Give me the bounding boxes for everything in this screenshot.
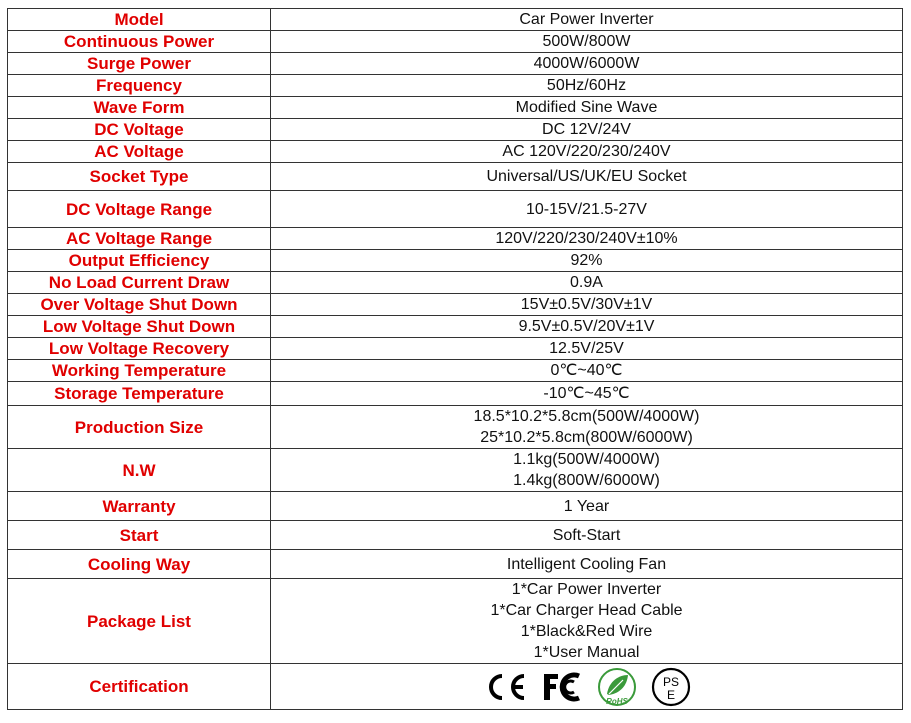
table-row xyxy=(8,228,903,250)
row-label: Low Voltage Shut Down xyxy=(8,316,271,338)
value-line: 10-15V/21.5-27V xyxy=(526,200,647,218)
row-label: Production Size xyxy=(8,406,271,449)
table-row xyxy=(8,272,903,294)
row-label: Model xyxy=(8,9,271,31)
row-label: Start xyxy=(8,521,271,550)
certification-logos xyxy=(271,664,903,710)
rohs-logo-icon xyxy=(597,667,637,707)
value-line: AC 120V/220/230/240V xyxy=(502,143,671,160)
table-row xyxy=(8,579,903,664)
row-label: N.W xyxy=(8,449,271,492)
table-row xyxy=(8,97,903,119)
value-line: 1*Car Power Inverter xyxy=(511,581,662,598)
value-line: DC 12V/24V xyxy=(542,121,631,138)
row-value xyxy=(271,449,903,492)
row-value xyxy=(271,119,903,141)
svg-text:PS: PS xyxy=(662,674,679,689)
row-label: Frequency xyxy=(8,75,271,97)
value-line: 1*User Manual xyxy=(533,644,640,661)
value-line: 4000W/6000W xyxy=(533,55,640,72)
value-line: 18.5*10.2*5.8cm(500W/4000W) xyxy=(473,408,700,425)
row-value xyxy=(271,272,903,294)
row-value xyxy=(271,250,903,272)
row-label: AC Voltage Range xyxy=(8,228,271,250)
table-row xyxy=(8,360,903,382)
row-label: Certification xyxy=(8,664,271,710)
row-value xyxy=(271,191,903,228)
value-line: 12.5V/25V xyxy=(549,340,624,357)
row-value xyxy=(271,75,903,97)
table-row xyxy=(8,550,903,579)
table-row xyxy=(8,294,903,316)
table-row xyxy=(8,141,903,163)
row-label: Over Voltage Shut Down xyxy=(8,294,271,316)
row-value xyxy=(271,338,903,360)
value-line: 0℃~40℃ xyxy=(550,362,623,379)
row-label: Continuous Power xyxy=(8,31,271,53)
row-value xyxy=(271,31,903,53)
row-label: Cooling Way xyxy=(8,550,271,579)
value-line: Car Power Inverter xyxy=(519,11,654,28)
value-line: 120V/220/230/240V±10% xyxy=(495,230,678,247)
value-line: 1 Year xyxy=(563,497,610,515)
value-line: 9.5V±0.5V/20V±1V xyxy=(518,318,655,335)
table-row xyxy=(8,316,903,338)
row-value xyxy=(271,53,903,75)
table-row xyxy=(8,664,903,710)
row-label: Wave Form xyxy=(8,97,271,119)
ce-mark-icon xyxy=(483,672,527,702)
row-label: No Load Current Draw xyxy=(8,272,271,294)
value-line: 50Hz/60Hz xyxy=(546,77,627,94)
row-label: Working Temperature xyxy=(8,360,271,382)
row-label: Low Voltage Recovery xyxy=(8,338,271,360)
table-row xyxy=(8,191,903,228)
value-line: 15V±0.5V/30V±1V xyxy=(520,296,653,313)
row-label: AC Voltage xyxy=(8,141,271,163)
row-value xyxy=(271,163,903,191)
row-value xyxy=(271,492,903,521)
table-row xyxy=(8,250,903,272)
row-value xyxy=(271,294,903,316)
value-line: Modified Sine Wave xyxy=(515,99,658,116)
row-value xyxy=(271,550,903,579)
row-value xyxy=(271,406,903,449)
table-row xyxy=(8,338,903,360)
table-row xyxy=(8,163,903,191)
row-label: Socket Type xyxy=(8,163,271,191)
table-row xyxy=(8,449,903,492)
row-label: Surge Power xyxy=(8,53,271,75)
row-label: Storage Temperature xyxy=(8,382,271,406)
row-value xyxy=(271,521,903,550)
svg-text:RoHS: RoHS xyxy=(605,696,628,706)
table-row xyxy=(8,53,903,75)
value-line: 500W/800W xyxy=(542,33,631,50)
row-value xyxy=(271,316,903,338)
table-row xyxy=(8,119,903,141)
value-line: 1*Car Charger Head Cable xyxy=(490,602,683,619)
value-line: 1.1kg(500W/4000W) xyxy=(513,451,660,468)
row-label: Output Efficiency xyxy=(8,250,271,272)
row-label: Warranty xyxy=(8,492,271,521)
value-line: 1.4kg(800W/6000W) xyxy=(513,472,660,489)
table-row xyxy=(8,406,903,449)
row-label: DC Voltage xyxy=(8,119,271,141)
row-value xyxy=(271,360,903,382)
value-line: 25*10.2*5.8cm(800W/6000W) xyxy=(480,429,693,446)
table-row xyxy=(8,31,903,53)
row-value xyxy=(271,382,903,406)
row-value xyxy=(271,141,903,163)
row-value xyxy=(271,228,903,250)
row-label: DC Voltage Range xyxy=(8,191,271,228)
pse-logo-icon xyxy=(651,667,691,707)
svg-text:E: E xyxy=(666,687,675,702)
value-line: Intelligent Cooling Fan xyxy=(506,555,667,573)
table-row xyxy=(8,75,903,97)
row-label: Package List xyxy=(8,579,271,664)
spec-table xyxy=(7,8,903,710)
row-value xyxy=(271,9,903,31)
table-row xyxy=(8,492,903,521)
value-line: 92% xyxy=(570,252,603,269)
value-line: -10℃~45℃ xyxy=(543,385,630,402)
row-value xyxy=(271,579,903,664)
fcc-logo-icon xyxy=(541,671,583,703)
table-row xyxy=(8,382,903,406)
value-line: 0.9A xyxy=(570,274,603,291)
value-line: Soft-Start xyxy=(552,526,621,544)
value-line: 1*Black&Red Wire xyxy=(520,623,653,640)
row-value xyxy=(271,97,903,119)
table-row xyxy=(8,9,903,31)
table-row xyxy=(8,521,903,550)
value-line: Universal/US/UK/EU Socket xyxy=(486,168,687,185)
